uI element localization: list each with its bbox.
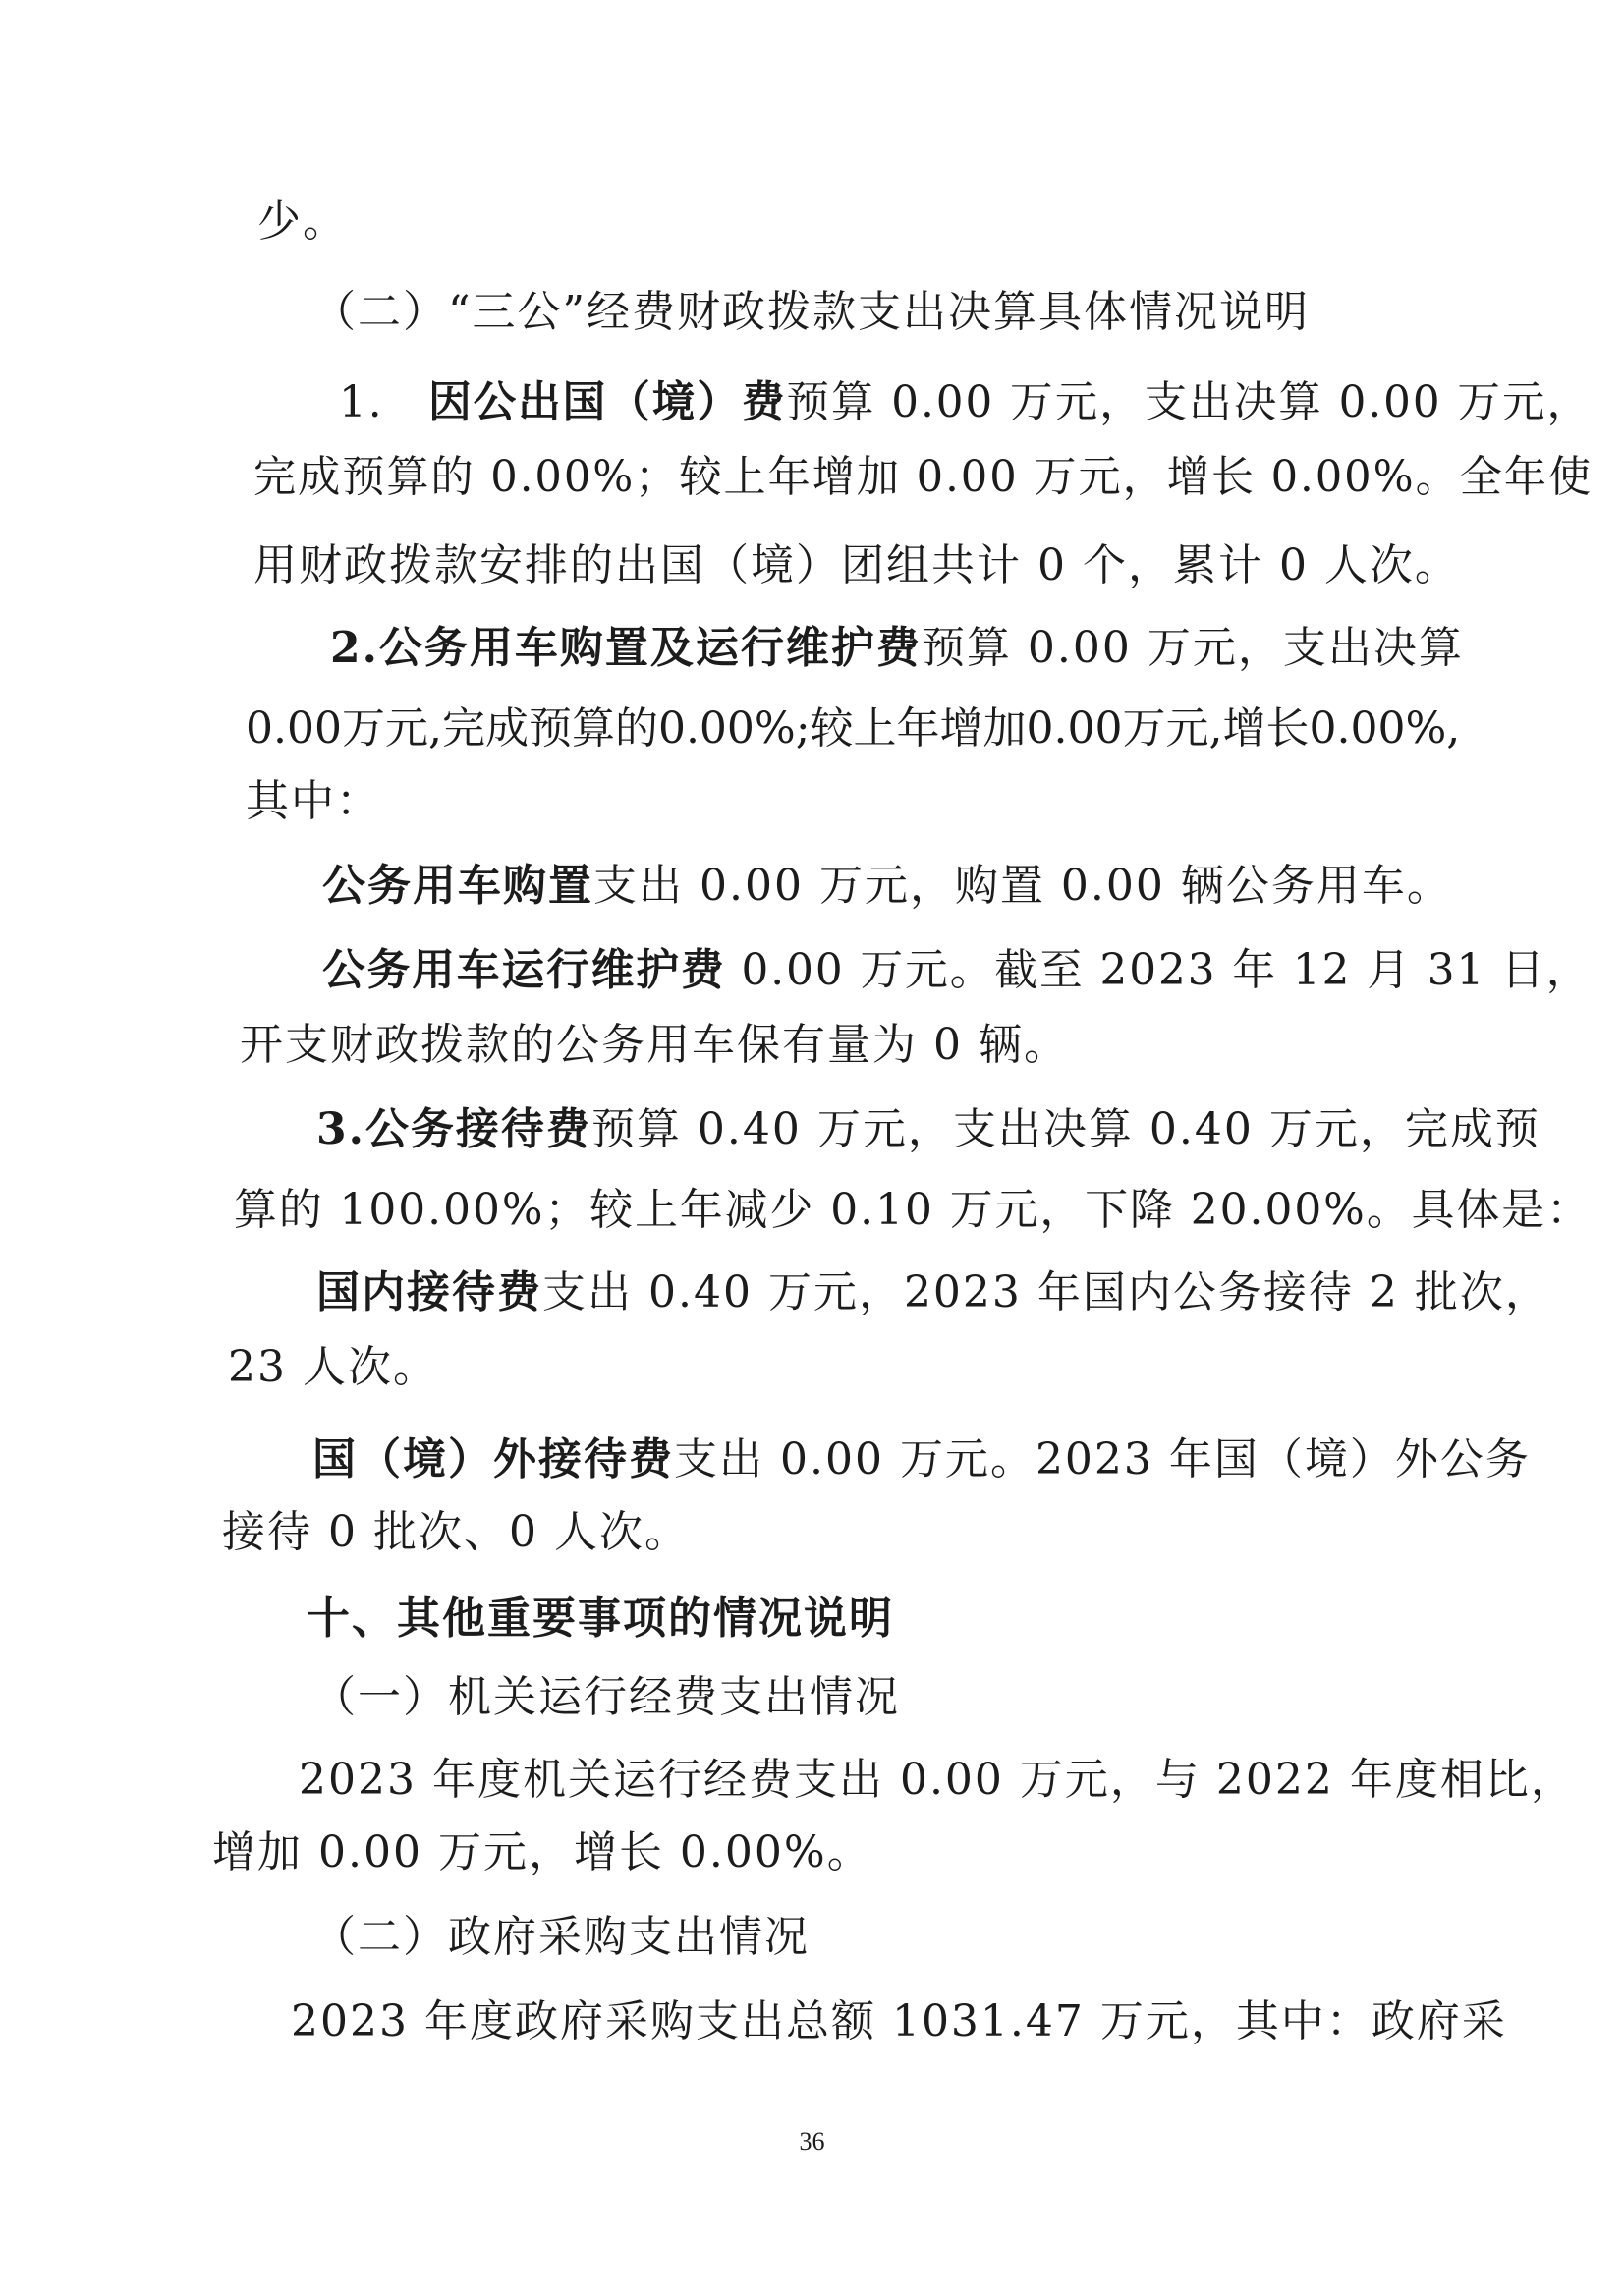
item-title: 国（境）外接待费 — [312, 1434, 674, 1484]
text-line: 2023 年度机关运行经费支出 0.00 万元，与 2022 年度相比， — [299, 1755, 1576, 1805]
subsection-heading: （一）机关运行经费支出情况 — [312, 1672, 900, 1722]
item-number: 1. — [339, 377, 429, 427]
item-title: 公务用车运行维护费 — [322, 945, 726, 995]
text-line: 开支财政拨款的公务用车保有量为 0 辆。 — [240, 1020, 1069, 1070]
text-line — [322, 857, 1452, 916]
text-line: 0.00万元,完成预算的0.00%;较上年增加0.00万元,增长0.00%, — [246, 703, 1461, 754]
subsection-heading: （二）政府采购支出情况 — [312, 1912, 810, 1962]
text-line — [322, 941, 1591, 1000]
text-line: 接待 0 批次、0 人次。 — [222, 1507, 690, 1557]
item-text: 支出 0.00 万元，购置 0.00 辆公务用车。 — [593, 861, 1452, 911]
section-heading: 十、其他重要事项的情况说明 — [307, 1594, 894, 1644]
item-text: 预算 0.00 万元，支出决算 0.00 万元， — [786, 377, 1592, 427]
item-title: 3.公务接待费 — [316, 1104, 591, 1154]
text-line: 算的 100.00%；较上年减少 0.10 万元，下降 20.00%。具体是： — [234, 1185, 1592, 1235]
text-line: 增加 0.00 万元，增长 0.00%。 — [212, 1827, 872, 1877]
item-text: 支出 0.00 万元。2023 年国（境）外公务 — [674, 1434, 1531, 1484]
text-line — [330, 619, 1464, 678]
item-text: 预算 0.40 万元，支出决算 0.40 万元，完成预 — [590, 1104, 1540, 1154]
text-line: 其中： — [246, 776, 381, 826]
item-title: 国内接待费 — [316, 1267, 542, 1317]
text-line: 用财政拨款安排的出国（境）团组共计 0 个，累计 0 人次。 — [253, 540, 1460, 590]
text-line — [316, 1100, 1540, 1159]
text-line: 23 人次。 — [228, 1342, 438, 1392]
item-title: 公务用车购置 — [322, 861, 593, 911]
item-text: 0.00 万元。截至 2023 年 12 月 31 日， — [725, 945, 1592, 995]
text-line — [339, 373, 1592, 432]
item-title: 因公出国（境）费 — [428, 377, 787, 427]
item-title: 2.公务用车购置及运行维护费 — [330, 623, 922, 673]
text-line: 2023 年度政府采购支出总额 1031.47 万元，其中：政府采 — [291, 1996, 1507, 2046]
text-line — [312, 1430, 1531, 1489]
subsection-heading: （二）“三公”经费财政拨款支出决算具体情况说明 — [312, 287, 1310, 337]
text-line: 完成预算的 0.00%；较上年增加 0.00 万元，增长 0.00%。全年使 — [253, 452, 1594, 502]
page-number: 36 — [799, 2127, 825, 2155]
text-line: 少。 — [257, 196, 348, 247]
text-line — [316, 1263, 1550, 1322]
item-text: 预算 0.00 万元，支出决算 — [921, 623, 1464, 673]
item-text: 支出 0.40 万元，2023 年国内公务接待 2 批次， — [542, 1267, 1550, 1317]
